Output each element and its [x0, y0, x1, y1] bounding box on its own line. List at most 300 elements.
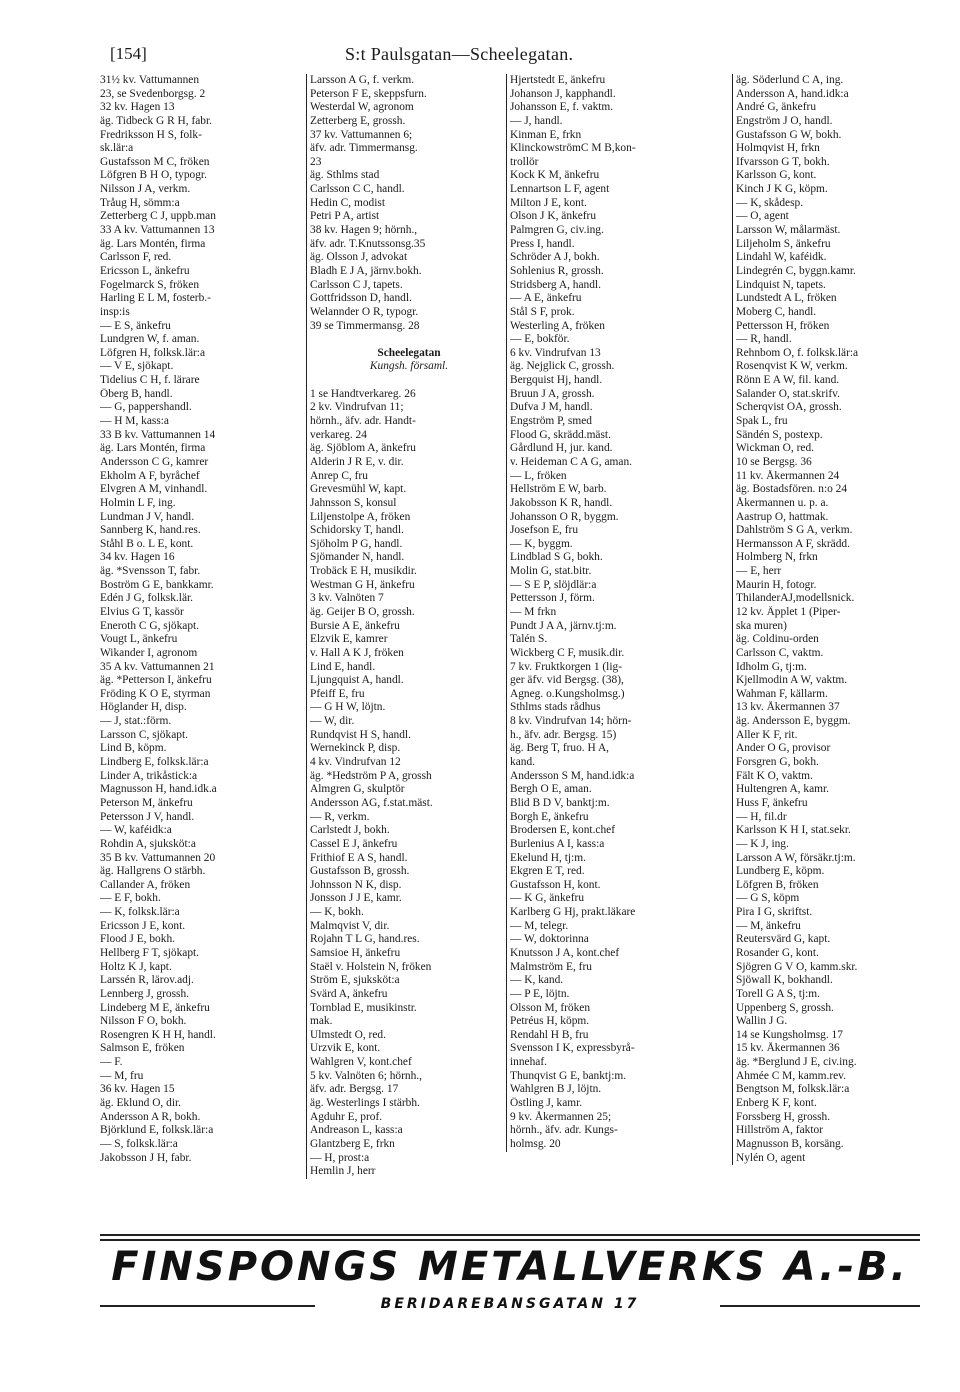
directory-column-4: [732, 74, 924, 1165]
directory-entry: Jahnsson S, konsul: [310, 496, 397, 509]
directory-entry: Hemlin J, herr: [310, 1165, 376, 1178]
directory-entry: Rönn E A W, fil. kand.: [736, 374, 840, 387]
directory-entry: Lindblad S G, bokh.: [510, 551, 603, 564]
directory-entry: Pettersson J, förm.: [510, 592, 595, 605]
directory-entry: 11 kv. Åkermannen 24: [736, 469, 840, 482]
directory-entry: Huss F, änkefru: [736, 796, 808, 809]
directory-entry: 35 A kv. Vattumannen 21: [100, 660, 215, 673]
directory-entry: Karlsson K H I, stat.sekr.: [736, 824, 851, 837]
directory-entry: Sjömander N, handl.: [310, 551, 405, 564]
directory-entry: Molin G, stat.bitr.: [510, 565, 592, 578]
directory-entry: äg. Sjöblom A, änkefru: [310, 442, 416, 455]
directory-entry: Lindquist N, tapets.: [736, 278, 826, 291]
directory-entry: Idholm G, tj:m.: [736, 660, 807, 673]
directory-entry: Sjöholm P G, handl.: [310, 537, 403, 550]
directory-entry: Ericsson J E, kont.: [100, 919, 186, 932]
directory-entry: Gårdlund H, jur. kand.: [510, 442, 613, 455]
directory-entry: Carlsson F, red.: [100, 251, 172, 264]
directory-entry: 37 kv. Vattumannen 6;: [310, 128, 413, 141]
directory-entry: Lennartson L F, agent: [510, 183, 610, 196]
directory-entry: Rosander G, kont.: [736, 947, 819, 959]
directory-entry: — F.: [100, 1056, 123, 1069]
directory-entry: Uppenberg S, grossh.: [736, 1001, 834, 1014]
directory-entry: Lundgren W, f. aman.: [100, 333, 200, 346]
directory-entry: Magnusson B, korsäng.: [736, 1137, 844, 1150]
directory-entry: Scheelegatan: [377, 346, 441, 359]
directory-entry: äg. Söderlund C A, ing.: [736, 74, 844, 86]
directory-entry: Borgh E, änkefru: [510, 810, 589, 823]
directory-entry: Alderin J R E, v. dir.: [310, 455, 404, 468]
directory-entry: — G S, köpm: [736, 892, 800, 905]
directory-entry: Johansson O R, byggm.: [510, 510, 619, 523]
directory-entry: Westman G H, änkefru: [310, 578, 415, 591]
directory-entry: Blid B D V, banktj:m.: [510, 796, 610, 809]
directory-entry: Petersson J V, handl.: [100, 810, 195, 823]
directory-entry: Kjellmodin A W, vaktm.: [736, 674, 848, 687]
directory-entry: hörnh., äfv. adr. Kungs-: [510, 1124, 618, 1137]
directory-entry: 31½ kv. Vattumannen: [100, 74, 200, 86]
directory-entry: 10 se Bergsg. 36: [736, 455, 812, 468]
directory-entry: — K J, ing.: [736, 837, 789, 850]
directory-entry: Ekelund H, tj:m.: [510, 851, 586, 864]
directory-entry: Samsioe H, änkefru: [310, 947, 401, 959]
directory-entry: Petréus H, köpm.: [510, 1015, 590, 1028]
directory-entry: — K, folksk.lär:a: [100, 906, 180, 919]
directory-entry: Kinman E, frkn: [510, 128, 582, 141]
directory-entry: — E, bokför.: [510, 333, 570, 346]
directory-entry: Elzvik E, kamrer: [310, 633, 388, 646]
directory-entry: äg. *Svensson T, fabr.: [100, 565, 201, 578]
directory-entry: äg. *Berglund J E, civ.ing.: [736, 1056, 857, 1069]
directory-entry: — W, doktorinna: [510, 933, 589, 946]
directory-entry: Tråug H, sömm:a: [100, 196, 180, 209]
directory-entry: Maurin H, fotogr.: [736, 578, 817, 591]
directory-entry: — M, fru: [100, 1069, 144, 1082]
directory-entry: — P E, löjtn.: [510, 987, 570, 1000]
directory-entry: — H, prost:a: [310, 1151, 370, 1164]
directory-entry: äg. Andersson E, byggm.: [736, 715, 851, 728]
directory-entry: Peterson F E, skeppsfurn.: [310, 87, 427, 100]
directory-entry: Talén S.: [510, 633, 548, 646]
directory-entry: Ståhl B o. L E, kont.: [100, 537, 194, 550]
directory-entry: 33 B kv. Vattumannen 14: [100, 428, 216, 441]
directory-entry: Pfeiff E, fru: [310, 687, 365, 700]
directory-entry: — H, fil.dr: [736, 810, 787, 823]
directory-entry: [310, 333, 508, 347]
directory-entry: — K G, änkefru: [510, 892, 585, 905]
directory-entry: Öberg B, handl.: [100, 387, 173, 400]
directory-entry: Holmin L F, ing.: [100, 496, 176, 509]
directory-entry: Andersson A R, bokh.: [100, 1110, 201, 1123]
directory-entry: — R, verkm.: [310, 810, 370, 823]
directory-entry: — E S, änkefru: [100, 319, 171, 332]
directory-entry: — E, herr: [736, 565, 782, 578]
directory-entry: Wikander I, agronom: [100, 646, 198, 659]
page-title: S:t Paulsgatan—Scheelegatan.: [345, 44, 574, 64]
directory-entry: — M, telegr.: [510, 919, 569, 932]
directory-entry: 13 kv. Åkermannen 37: [736, 701, 840, 714]
directory-entry: äfv. adr. Bergsg. 17: [310, 1083, 399, 1096]
directory-entry: Holtz K J, kapt.: [100, 960, 172, 973]
directory-entry: Harling E L M, fosterb.-: [100, 292, 211, 305]
directory-entry: Rohdin A, sjuksköt:a: [100, 837, 196, 850]
directory-entry: Petri P A, artist: [310, 210, 380, 223]
directory-entry: Fogelmarck S, fröken: [100, 278, 200, 291]
directory-entry: Carlstedt J, bokh.: [310, 824, 390, 837]
directory-entry: — A E, änkefru: [510, 292, 582, 305]
directory-entry: Ekgren E T, red.: [510, 865, 585, 878]
directory-entry: äfv. adr. Timmermansg.: [310, 142, 418, 155]
directory-entry: Hellström E W, barb.: [510, 483, 607, 496]
directory-entry: Andreason L, kass:a: [310, 1124, 403, 1137]
directory-entry: Carlsson C J, tapets.: [310, 278, 403, 291]
directory-entry: 12 kv. Äpplet 1 (Piper-: [736, 605, 841, 618]
directory-entry: Hjertstedt E, änkefru: [510, 74, 606, 86]
directory-entry: h., äfv. adr. Bergsg. 15): [510, 728, 617, 741]
directory-entry: Staël v. Holstein N, fröken: [310, 960, 432, 973]
directory-entry: Ström E, sjuksköt:a: [310, 974, 400, 987]
directory-entry: äg. Berg T, fruo. H A,: [510, 742, 610, 755]
directory-entry: 1 se Handtverkareg. 26: [310, 387, 416, 400]
directory-entry: 3 kv. Valnöten 7: [310, 592, 384, 605]
directory-entry: Rundqvist H S, handl.: [310, 728, 411, 741]
directory-entry: 23: [310, 155, 322, 168]
directory-entry: äg. Hallgrens O stärbh.: [100, 865, 206, 878]
directory-entry: Knutsson J A, kont.chef: [510, 947, 620, 959]
directory-entry: Welannder O R, typogr.: [310, 305, 419, 318]
directory-entry: Aastrup O, hattmak.: [736, 510, 829, 523]
directory-columns: [100, 74, 920, 1224]
directory-entry: Ifvarsson G T, bokh.: [736, 155, 830, 168]
directory-entry: Johansson E, f. vaktm.: [510, 101, 614, 114]
directory-entry: Schidorsky T, handl.: [310, 524, 404, 537]
directory-entry: Karlsson G, kont.: [736, 169, 817, 182]
directory-entry: sk.lär:a: [100, 142, 134, 155]
directory-entry: Wernekinck P, disp.: [310, 742, 401, 755]
directory-entry: Jakobsson J H, fabr.: [100, 1151, 192, 1164]
directory-entry: 34 kv. Hagen 16: [100, 551, 175, 564]
directory-entry: Malmqvist V, dir.: [310, 919, 390, 932]
directory-entry: Milton J E, kont.: [510, 196, 587, 209]
directory-entry: holmsg. 20: [510, 1137, 561, 1150]
directory-entry: Almgren G, skulptör: [310, 783, 405, 796]
directory-entry: Kock K M, änkefru: [510, 169, 600, 182]
directory-entry: trollör: [510, 155, 539, 168]
directory-entry: Ahmée C M, kamm.rev.: [736, 1069, 846, 1082]
directory-entry: Wickberg C F, musik.dir.: [510, 646, 625, 659]
directory-entry: Gustafsson G W, bokh.: [736, 128, 842, 141]
directory-entry: Magnusson H, hand.idk.a: [100, 783, 217, 796]
directory-entry: Höglander H, disp.: [100, 701, 187, 714]
directory-entry: Thunqvist G E, banktj:m.: [510, 1069, 627, 1082]
directory-entry: Rojahn T L G, hand.res.: [310, 933, 420, 946]
directory-entry: — K, kand.: [510, 974, 564, 987]
ad-address: BERIDAREBANSGATAN 17: [380, 1296, 640, 1312]
directory-entry: Edén J G, folksk.lär.: [100, 592, 194, 605]
directory-entry: mak.: [310, 1015, 333, 1028]
directory-entry: äg. Olsson J, advokat: [310, 251, 408, 264]
directory-entry: Jonsson J J E, kamr.: [310, 892, 402, 905]
directory-entry: Holmberg N, frkn: [736, 551, 818, 564]
directory-entry: Stål S F, prok.: [510, 305, 575, 318]
directory-entry: Westerling A, fröken: [510, 319, 605, 332]
directory-entry: Hedin C, modist: [310, 196, 385, 209]
directory-entry: Nilsson J A, verkm.: [100, 183, 191, 196]
directory-entry: Olson J K, änkefru: [510, 210, 597, 223]
directory-entry: 5 kv. Valnöten 6; hörnh.,: [310, 1069, 422, 1082]
directory-entry: Pundt J A A, järnv.tj:m.: [510, 619, 617, 632]
directory-entry: Fält K O, vaktm.: [736, 769, 813, 782]
directory-entry: Press I, handl.: [510, 237, 575, 250]
directory-entry: Rendahl H B, fru: [510, 1028, 589, 1041]
directory-entry: Linder A, trikåstick:a: [100, 769, 198, 782]
directory-entry: Wickman O, red.: [736, 442, 814, 455]
directory-entry: Wahlgren V, kont.chef: [310, 1056, 412, 1069]
footer-advertisement: [100, 1234, 920, 1324]
directory-entry: insp:is: [100, 305, 130, 318]
directory-entry: — O, agent: [736, 210, 789, 223]
directory-entry: Lindberg E, folksk.lär:a: [100, 756, 209, 769]
directory-entry: Sohlenius R, grossh.: [510, 264, 604, 277]
directory-entry: Löfgren H, folksk.lär:a: [100, 346, 206, 359]
directory-entry: äg. Sthlms stad: [310, 169, 380, 182]
directory-entry: verkareg. 24: [310, 428, 367, 441]
directory-entry: Bruun J A, grossh.: [510, 387, 595, 400]
directory-entry: Eneroth C G, sjökapt.: [100, 619, 200, 632]
directory-entry: Salmson E, fröken: [100, 1042, 185, 1055]
directory-entry: 35 B kv. Vattumannen 20: [100, 851, 216, 864]
directory-entry: Sthlms stads rådhus: [510, 701, 601, 714]
directory-entry: — E F, bokh.: [100, 892, 161, 905]
directory-entry: Ericsson L, änkefru: [100, 264, 190, 277]
directory-entry: 2 kv. Vindrufvan 11;: [310, 401, 404, 414]
directory-entry: Lundberg E, köpm.: [736, 865, 825, 878]
directory-column-3: [506, 74, 732, 1152]
directory-entry: 23, se Svedenborgsg. 2: [100, 87, 206, 100]
directory-entry: Urzvik E, kont.: [310, 1042, 381, 1055]
directory-entry: Liljeholm S, änkefru: [736, 237, 831, 250]
directory-entry: Josefson E, fru: [510, 524, 579, 537]
directory-entry: äg. *Hedström P A, grossh: [310, 769, 432, 782]
directory-entry: KlinckowströmC M B,kon-: [510, 142, 636, 155]
directory-entry: Sannberg K, hand.res.: [100, 524, 201, 537]
directory-entry: Karlberg G Hj, prakt.läkare: [510, 906, 636, 919]
directory-entry: 33 A kv. Vattumannen 13: [100, 224, 215, 237]
directory-entry: Nylén O, agent: [736, 1151, 806, 1164]
directory-entry: 7 kv. Fruktkorgen 1 (lig-: [510, 660, 622, 673]
directory-entry: äg. Nejglick C, grossh.: [510, 360, 615, 373]
directory-entry: Grevesmühl W, kapt.: [310, 483, 407, 496]
directory-entry: Löfgren B, fröken: [736, 878, 819, 891]
directory-entry: äg. Eklund O, dir.: [100, 1097, 181, 1110]
directory-entry: Reutersvärd G, kapt.: [736, 933, 831, 946]
directory-entry: — W, dir.: [310, 715, 355, 728]
directory-entry: Hultengren A, kamr.: [736, 783, 830, 796]
directory-entry: Larsson A W, försäkr.tj:m.: [736, 851, 856, 864]
directory-entry: v. Heideman C A G, aman.: [510, 455, 633, 468]
directory-entry: Vougt L, änkefru: [100, 633, 178, 646]
directory-entry: — J, stat.:förm.: [100, 715, 172, 728]
directory-entry: Svensson I K, expressbyrå-: [510, 1042, 635, 1055]
page-number: [154]: [110, 44, 147, 63]
directory-entry: äg. Tidbeck G R H, fabr.: [100, 114, 213, 127]
directory-entry: 14 se Kungsholmsg. 17: [736, 1028, 843, 1041]
directory-entry: Andersson C G, kamrer: [100, 455, 209, 468]
directory-entry: Svärd A, änkefru: [310, 987, 388, 1000]
directory-entry: Brodersen E, kont.chef: [510, 824, 616, 837]
directory-entry: Gottfridsson D, handl.: [310, 292, 412, 305]
directory-entry: — K, bokh.: [310, 906, 364, 919]
directory-entry: Boström G E, bankkamr.: [100, 578, 214, 591]
directory-entry: Gustafsson H, kont.: [510, 878, 601, 891]
directory-entry: Larsson C, sjökapt.: [100, 728, 188, 741]
directory-entry: Östling J, kamr.: [510, 1097, 583, 1110]
directory-entry: — M, änkefru: [736, 919, 801, 932]
directory-entry: Dufva J M, handl.: [510, 401, 593, 414]
directory-entry: äg. Geijer B O, grossh.: [310, 605, 415, 618]
directory-entry: Björklund E, folksk.lär:a: [100, 1124, 214, 1137]
directory-entry: äg. Coldinu-orden: [736, 633, 819, 646]
directory-entry: Hermansson A F, skrädd.: [736, 537, 850, 550]
directory-entry: Lundman J V, handl.: [100, 510, 195, 523]
directory-entry: Spak L, fru: [736, 415, 788, 428]
directory-entry: Kinch J K G, köpm.: [736, 183, 828, 196]
directory-entry: Pettersson H, fröken: [736, 319, 830, 332]
directory-entry: Callander A, fröken: [100, 878, 191, 891]
directory-entry: Olsson M, fröken: [510, 1001, 591, 1014]
directory-entry: Wallin J G.: [736, 1015, 788, 1028]
directory-entry: — W, kaféidk:a: [100, 824, 172, 837]
directory-entry: Nilsson F O, bokh.: [100, 1015, 187, 1028]
directory-entry: Holmqvist H, frkn: [736, 142, 820, 155]
directory-entry: Jakobsson K R, handl.: [510, 496, 613, 509]
directory-entry: Johnsson N K, disp.: [310, 878, 402, 891]
directory-entry: Tornblad E, musikinstr.: [310, 1001, 417, 1014]
directory-entry: Gustafsson B, grossh.: [310, 865, 410, 878]
directory-entry: Peterson M, änkefru: [100, 796, 193, 809]
directory-entry: — K, skådesp.: [736, 196, 804, 209]
directory-entry: André G, änkefru: [736, 101, 817, 114]
directory-entry: 9 kv. Åkermannen 25;: [510, 1110, 612, 1123]
directory-entry: Andersson S M, hand.idk:a: [510, 769, 635, 782]
directory-entry: Åkermannen u. p. a.: [736, 496, 829, 509]
directory-entry: Gustafsson M C, fröken: [100, 155, 210, 168]
directory-entry: Larsson A G, f. verkm.: [310, 74, 415, 86]
directory-entry: ger äfv. vid Bergsg. (38),: [510, 674, 624, 687]
directory-entry: Wahlgren B J, löjtn.: [510, 1083, 602, 1096]
directory-entry: Bengtson M, folksk.lär:a: [736, 1083, 850, 1096]
directory-entry: Lindegrén C, byggn.kamr.: [736, 264, 856, 277]
directory-entry: äg. Lars Montén, firma: [100, 442, 206, 455]
directory-entry: Lundstedt A L, fröken: [736, 292, 837, 305]
directory-entry: Bursie A E, änkefru: [310, 619, 400, 632]
ad-top-rule: [100, 1234, 920, 1236]
directory-entry: Tidelius C H, f. lärare: [100, 374, 200, 387]
directory-entry: — G H W, löjtn.: [310, 701, 386, 714]
directory-entry: — K, byggm.: [510, 537, 573, 550]
directory-entry: Hellberg F T, sjökapt.: [100, 947, 200, 959]
directory-entry: Frithiof E A S, handl.: [310, 851, 408, 864]
directory-entry: Zetterberg C J, uppb.man: [100, 210, 216, 223]
directory-entry: Glantzberg E, frkn: [310, 1137, 395, 1150]
directory-entry: 8 kv. Vindrufvan 14; hörn-: [510, 715, 632, 728]
directory-entry: ThilanderAJ,modellsnick.: [736, 592, 855, 605]
directory-entry: Larsson W, målarmäst.: [736, 224, 841, 237]
directory-entry: Bergquist Hj, handl.: [510, 374, 603, 387]
directory-entry: Rehnbom O, f. folksk.lär:a: [736, 346, 859, 359]
directory-entry: 36 kv. Hagen 15: [100, 1083, 175, 1096]
directory-entry: äg. Bostadsfören. n:o 24: [736, 483, 848, 496]
directory-entry: — G, pappershandl.: [100, 401, 192, 414]
directory-entry: — M frkn: [510, 605, 557, 618]
ad-right-rule: [720, 1305, 920, 1307]
directory-entry: ska muren): [736, 619, 787, 632]
directory-entry: Flood J E, bokh.: [100, 933, 175, 946]
directory-entry: 38 kv. Hagen 9; hörnh.,: [310, 224, 418, 237]
directory-entry: Sjögren G V O, kamm.skr.: [736, 960, 858, 973]
directory-entry: 4 kv. Vindrufvan 12: [310, 756, 401, 769]
directory-entry: Rosengren K H H, handl.: [100, 1028, 216, 1041]
directory-entry: Lennberg J, grossh.: [100, 987, 190, 1000]
directory-entry: Malmström E, fru: [510, 960, 592, 973]
directory-entry: Fredriksson H S, folk-: [100, 128, 202, 141]
directory-entry: 15 kv. Åkermannen 36: [736, 1042, 840, 1055]
directory-entry: Flood G, skrädd.mäst.: [510, 428, 611, 441]
directory-entry: — V E, sjökapt.: [100, 360, 174, 373]
directory-entry: Schröder A J, bokh.: [510, 251, 600, 264]
directory-entry: Dahlström S G A, verkm.: [736, 524, 853, 537]
directory-entry: Johanson J, kapphandl.: [510, 87, 616, 100]
directory-entry: äg. *Petterson I, änkefru: [100, 674, 212, 687]
directory-entry: Zetterberg E, grossh.: [310, 114, 406, 127]
directory-entry: Carlsson C, vaktm.: [736, 646, 824, 659]
directory-entry: Pira I G, skriftst.: [736, 906, 813, 919]
directory-entry: Löfgren B H O, typogr.: [100, 169, 207, 182]
directory-entry: Palmgren G, civ.ing.: [510, 224, 604, 237]
page-header: [100, 44, 920, 70]
directory-entry: Scherqvist OA, grossh.: [736, 401, 842, 414]
directory-entry: Torell G A S, tj:m.: [736, 987, 821, 1000]
directory-entry: Forssberg H, grossh.: [736, 1110, 831, 1123]
directory-entry: innehaf.: [510, 1056, 548, 1069]
directory-column-2: [306, 74, 508, 1179]
directory-entry: [310, 374, 508, 388]
directory-entry: Aller K F, rit.: [736, 728, 798, 741]
directory-entry: Agduhr E, prof.: [310, 1110, 383, 1123]
directory-entry: äg. Lars Montén, firma: [100, 237, 206, 250]
directory-entry: — H M, kass:a: [100, 415, 169, 428]
directory-entry: Rosenqvist K W, verkm.: [736, 360, 848, 373]
directory-entry: Burlenius A I, kass:a: [510, 837, 605, 850]
directory-entry: Ander O G, provisor: [736, 742, 831, 755]
directory-entry: Sändén S, postexp.: [736, 428, 823, 441]
directory-entry: Lind B, köpm.: [100, 742, 167, 755]
directory-entry: Carlsson C C, handl.: [310, 183, 405, 196]
ad-company-name: FINSPONGS METALLVERKS A.-B.: [111, 1244, 909, 1290]
directory-entry: Larssén R, lärov.adj.: [100, 974, 194, 987]
directory-entry: Liljenstolpe A, fröken: [310, 510, 411, 523]
directory-entry: Salander O, stat.skrifv.: [736, 387, 840, 400]
directory-entry: Forsgren G, bokh.: [736, 756, 819, 769]
directory-entry: äfv. adr. T.Knutssonsg.35: [310, 237, 426, 250]
directory-entry: Agneg. o.Kungsholmsg.): [510, 687, 625, 700]
directory-entry: hörnh., äfv. adr. Handt-: [310, 415, 416, 428]
directory-entry: v. Hall A K J, fröken: [310, 646, 404, 659]
directory-entry: Lindahl W, kaféidk.: [736, 251, 827, 264]
directory-entry: 39 se Timmermansg. 28: [310, 319, 420, 332]
directory-entry: Cassel E J, änkefru: [310, 837, 398, 850]
directory-entry: — R, handl.: [736, 333, 792, 346]
